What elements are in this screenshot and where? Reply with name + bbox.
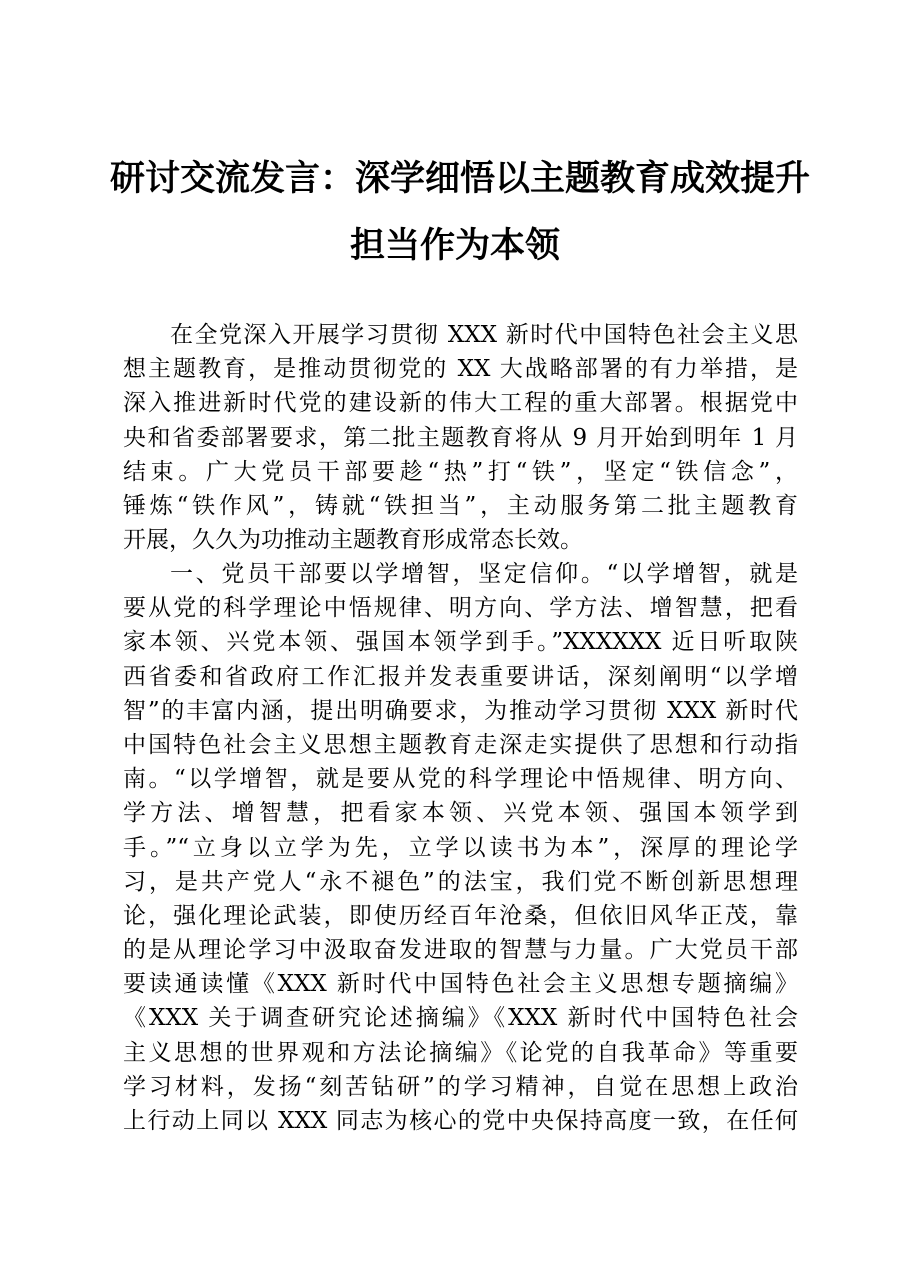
paragraph-line: 要读通读懂《XXX 新时代中国特色社会主义思想专题摘编》 xyxy=(123,971,798,998)
paragraph-line: 习，是共产党人“永不褪色”的法宝，我们党不断创新思想理 xyxy=(123,868,798,895)
paragraph-line: 中国特色社会主义思想主题教育走深走实提供了思想和行动指 xyxy=(123,731,798,758)
paragraph-line: 一、党员干部要以学增智，坚定信仰。“以学增智，就是 xyxy=(170,561,798,587)
paragraph-line: 央和省委部署要求，第二批主题教育将从 9 月开始到明年 1 月 xyxy=(123,424,798,451)
paragraph-line: 结束。广大党员干部要趁“热”打“铁”，坚定“铁信念”， xyxy=(123,458,798,485)
paragraph-line: 深入推进新时代党的建设新的伟大工程的重大部署。根据党中 xyxy=(123,390,798,417)
paragraph-line: 西省委和省政府工作汇报并发表重要讲话，深刻阐明“以学增 xyxy=(123,663,798,690)
paragraph-line: 学方法、增智慧，把看家本领、兴党本领、强国本领学到 xyxy=(123,800,798,827)
paragraph-line: 上行动上同以 XXX 同志为核心的党中央保持高度一致，在任何 xyxy=(123,1108,798,1134)
paragraph-1 xyxy=(123,318,798,557)
paragraph-line: 论，强化理论武装，即使历经百年沧桑，但依旧风华正茂，靠 xyxy=(123,902,798,929)
paragraph-line: 主义思想的世界观和方法论摘编》《论党的自我革命》等重要 xyxy=(123,1039,798,1066)
paragraph-line: 手。”“立身以立学为先，立学以读书为本”，深厚的理论学 xyxy=(123,834,798,861)
paragraph-line: 智”的丰富内涵，提出明确要求，为推动学习贯彻 XXX 新时代 xyxy=(123,697,798,724)
title-line-2: 担当作为本领 xyxy=(349,225,560,266)
paragraph-2 xyxy=(123,557,798,1138)
paragraph-line: 锤炼“铁作风”，铸就“铁担当”，主动服务第二批主题教育 xyxy=(123,492,798,519)
paragraph-line: 的是从理论学习中汲取奋发进取的智慧与力量。广大党员干部 xyxy=(123,937,798,964)
paragraph-line: 想主题教育，是推动贯彻党的 XX 大战略部署的有力举措，是 xyxy=(123,356,798,383)
paragraph-line: 南。“以学增智，就是要从党的科学理论中悟规律、明方向、 xyxy=(123,766,798,793)
paragraph-line: 学习材料，发扬“刻苦钻研”的学习精神，自觉在思想上政治 xyxy=(123,1073,798,1100)
paragraph-line: 《XXX 关于调查研究论述摘编》《XXX 新时代中国特色社会 xyxy=(123,1005,798,1032)
title-line-1: 研讨交流发言：深学细悟以主题教育成效提升 xyxy=(110,158,811,199)
paragraph-line: 要从党的科学理论中悟规律、明方向、学方法、增智慧，把看 xyxy=(123,595,798,622)
paragraph-line: 开展，久久为功推动主题教育形成常态长效。 xyxy=(123,527,583,554)
paragraph-line: 家本领、兴党本领、强国本领学到手。”XXXXXX 近日听取陕 xyxy=(123,629,798,656)
paragraph-line: 在全党深入开展学习贯彻 XXX 新时代中国特色社会主义思 xyxy=(170,322,798,348)
